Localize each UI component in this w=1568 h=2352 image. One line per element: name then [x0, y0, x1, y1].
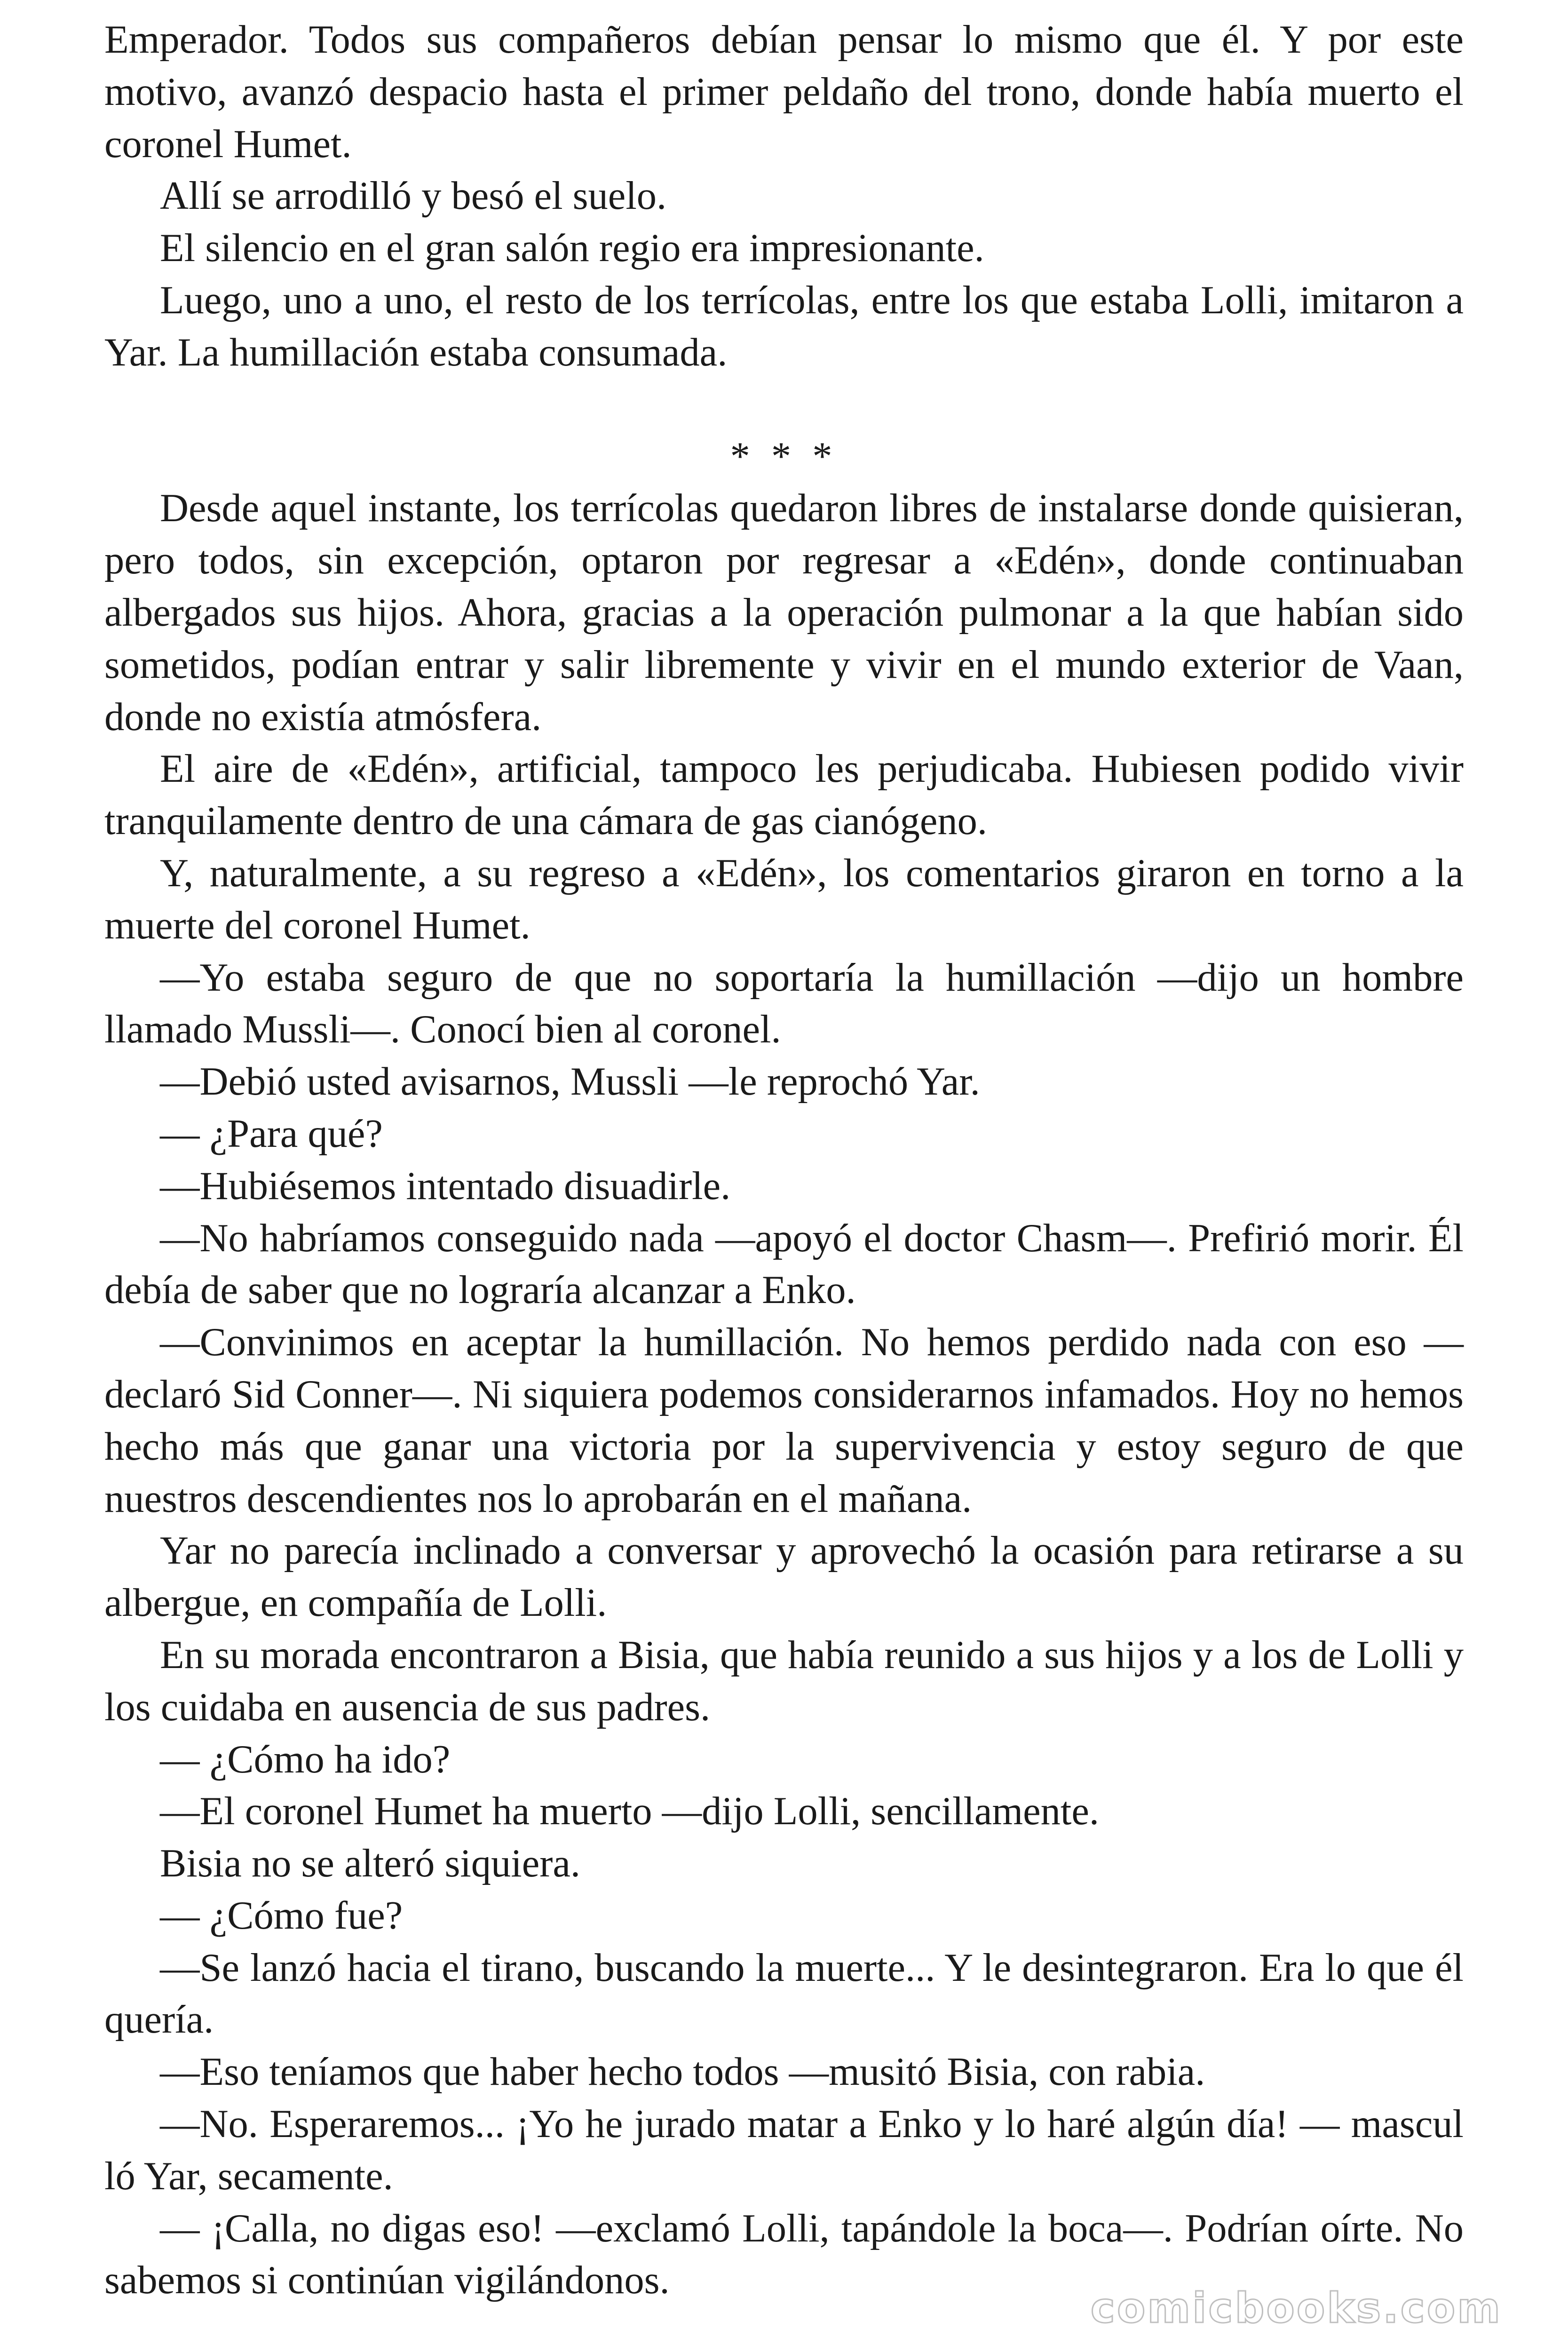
- paragraph: —No habríamos conseguido nada —apoyó el doctor Chasm—. Prefirió morir. Él debía de saber que no lograría alcanzar a Enko.: [104, 1216, 1464, 1312]
- paragraph: —Se lanzó hacia el tirano, buscando la muerte... Y le desintegraron. Era lo que él quería.: [104, 1946, 1464, 2042]
- paragraph: En su morada encontraron a Bisia, que había reunido a sus hijos y a los de Lolli y los cuidaba en ausencia de sus padres.: [104, 1633, 1464, 1729]
- paragraph: El aire de «Edén», artificial, tampoco les perjudicaba. Hubiesen podido vivir tranquilamente dentro de una cámara de gas cianógeno.: [104, 747, 1464, 843]
- paragraph: —Debió usted avisarnos, Mussli —le reprochó Yar.: [160, 1060, 980, 1104]
- paragraph: Bisia no se alteró siquiera.: [160, 1842, 581, 1886]
- paragraph: — ¿Para qué?: [160, 1112, 383, 1156]
- paragraph: —Yo estaba seguro de que no soportaría la humillación —dijo un hombre llamado Mussli—. Conocí bien al coronel.: [104, 955, 1464, 1052]
- page-text: [104, 14, 1464, 2307]
- paragraph: —Convinimos en aceptar la humillación. No hemos perdido nada con eso —declaró Sid Conner—. Ni siquiera podemos considerarnos infamados. Hoy no hemos hecho más que ganar una victoria por la supervivencia y estoy seguro de que nuestros descendientes nos lo aprobarán en el mañana.: [104, 1320, 1464, 1521]
- watermark-logo: comicbooks.com: [1090, 2284, 1502, 2332]
- paragraph: —Hubiésemos intentado disuadirle.: [160, 1164, 731, 1208]
- paragraph: Desde aquel instante, los terrícolas quedaron libres de instalarse donde quisieran, pero todos, sin excepción, optaron por regresar a «Edén», donde continuaban albergados sus hijos. Ahora, gracias a la operación pulmonar a la que habían sido sometidos, podían entrar y salir libremente y vivir en el mundo exterior de Vaan, donde no existía atmósfera.: [104, 486, 1464, 739]
- paragraph: — ¿Cómo ha ido?: [160, 1737, 451, 1781]
- paragraph: —Eso teníamos que haber hecho todos —musitó Bisia, con rabia.: [160, 2050, 1205, 2094]
- section-separator: * * *: [730, 434, 838, 478]
- paragraph: Emperador. Todos sus compañeros debían pensar lo mismo que él. Y por este motivo, avanzó despacio hasta el primer peldaño del trono, donde había muerto el coronel Humet.: [104, 18, 1464, 166]
- paragraph: Yar no parecía inclinado a conversar y aprovechó la ocasión para retirarse a su albergue, en compañía de Lolli.: [104, 1529, 1464, 1625]
- paragraph: — ¿Cómo fue?: [160, 1893, 403, 1938]
- paragraph: — ¡Calla, no digas eso! —exclamó Lolli, tapándole la boca—. Podrían oírte. No sabemos si continúan vigilándonos.: [104, 2206, 1464, 2303]
- paragraph: Allí se arrodilló y besó el suelo.: [160, 174, 667, 218]
- paragraph: —No. Esperaremos... ¡Yo he jurado matar a Enko y lo haré algún día! — mascul​ló Yar, secamente.: [104, 2102, 1464, 2198]
- paragraph: —El coronel Humet ha muerto —dijo Lolli, sencillamente.: [160, 1789, 1099, 1834]
- paragraph: El silencio en el gran salón regio era impresionante.: [160, 226, 984, 270]
- paragraph: Luego, uno a uno, el resto de los terrícolas, entre los que estaba Lolli, imitaron a Yar. La humillación estaba consumada.: [104, 278, 1464, 374]
- paragraph: Y, naturalmente, a su regreso a «Edén», los comentarios giraron en torno a la muerte del coronel Humet.: [104, 851, 1464, 947]
